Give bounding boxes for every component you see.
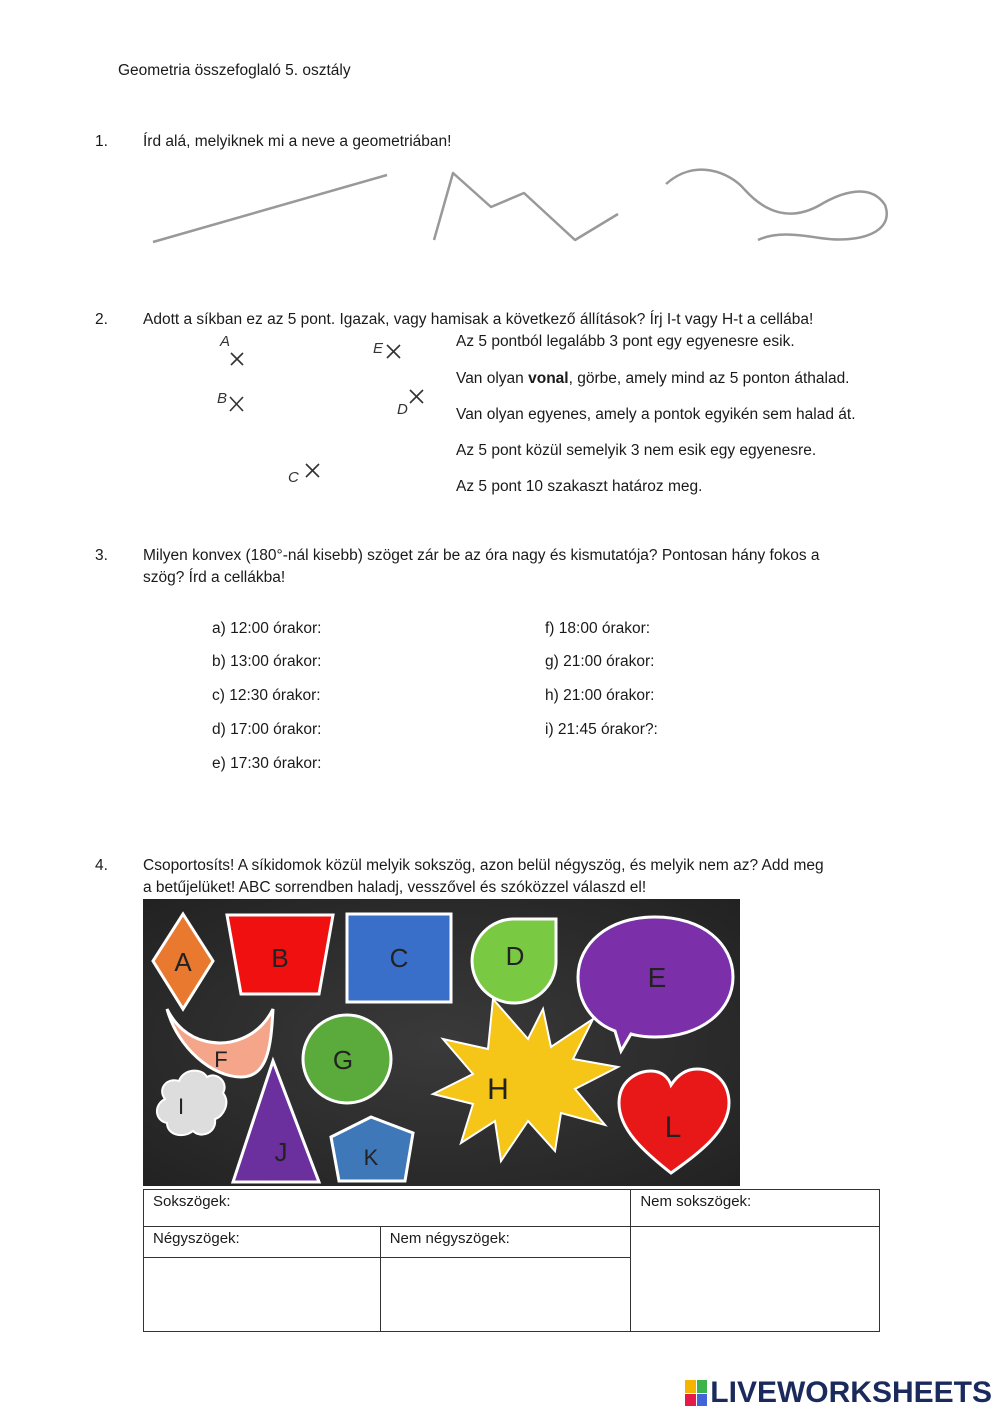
q3-item-e: e) 17:30 órakor:: [212, 755, 322, 772]
liveworksheets-logo-text: LIVEWORKSHEETS: [710, 1376, 992, 1409]
shape-b: [227, 915, 333, 994]
shape-l-label: L: [664, 1111, 682, 1144]
point-c-label: C: [288, 469, 299, 486]
shape-c-label: C: [389, 943, 409, 973]
point-c: [288, 464, 319, 486]
q1-number: 1.: [95, 133, 108, 150]
q2-statement-1: Az 5 pontból legalább 3 pont egy egyenesre esik.: [456, 333, 795, 350]
curved-line: [666, 170, 887, 240]
answer-table: [143, 1189, 880, 1332]
q2-statement-4: Az 5 pont közül semelyik 3 nem esik egy egyenesre.: [456, 442, 817, 459]
nem-negyszogek-label: Nem négyszögek:: [389, 1230, 510, 1247]
q3-item-d: d) 17:00 órakor:: [212, 721, 322, 738]
liveworksheets-logo: [685, 1376, 992, 1410]
shape-i-label: I: [177, 1094, 185, 1119]
q3-item-a: a) 12:00 órakor:: [212, 620, 322, 637]
shape-k-label: K: [363, 1145, 379, 1170]
q2-statement-2: Van olyan vonal, görbe, amely mind az 5 ponton áthalad.: [456, 370, 850, 387]
point-a-label: A: [220, 333, 231, 350]
shape-f-label: F: [214, 1047, 228, 1072]
shape-d-label: D: [505, 941, 525, 971]
q3-text: Milyen konvex (180°-nál kisebb) szöget zár be az óra nagy és kismutatója? Pontosan hány fokos a szög? Írd a cellákba!: [143, 547, 820, 586]
point-d: [397, 390, 423, 418]
shape-a-label: A: [174, 947, 192, 977]
negyszogek-answer-cell[interactable]: [144, 1258, 381, 1332]
q3-item-b: b) 13:00 órakor:: [212, 653, 322, 670]
point-b-label: B: [217, 390, 228, 407]
q3-number: 3.: [95, 547, 108, 564]
q3-item-f: f) 18:00 órakor:: [545, 620, 651, 637]
q3-item-c: c) 12:30 órakor:: [212, 687, 321, 704]
point-d-label: D: [397, 401, 408, 418]
shape-h-label: H: [487, 1073, 509, 1106]
q2-points-figure: [200, 330, 440, 500]
shape-c: [347, 914, 451, 1002]
q3-item-g: g) 21:00 órakor:: [545, 653, 655, 670]
shapes-board: [143, 899, 740, 1186]
shape-g: [303, 1015, 391, 1103]
nem-sokszogek-label: Nem sokszögek:: [640, 1193, 752, 1210]
point-b: [217, 390, 243, 411]
sokszogek-label: Sokszögek:: [153, 1193, 231, 1210]
nem-negyszogek-answer-cell[interactable]: [380, 1258, 631, 1332]
q2-statement-3: Van olyan egyenes, amely a pontok egyikén sem halad át.: [456, 406, 856, 423]
q4-number: 4.: [95, 857, 108, 874]
nem-sokszogek-header: [631, 1190, 880, 1227]
shape-b-label: B: [271, 943, 289, 973]
q1-lines-figure: [140, 160, 900, 260]
shape-j-label: J: [274, 1137, 288, 1167]
shape-d: [472, 919, 556, 1003]
shape-e-label: E: [647, 962, 667, 993]
page-title: Geometria összefoglaló 5. osztály: [118, 62, 351, 79]
q3-item-i: i) 21:45 órakor?:: [545, 721, 658, 738]
negyszogek-header: [144, 1227, 381, 1258]
q2-text: Adott a síkban ez az 5 pont. Igazak, vagy hamisak a következő állítások? Írj I-t vagy H-t a cellába!: [143, 311, 814, 328]
point-a: [219, 333, 243, 365]
q1-text: Írd alá, melyiknek mi a neve a geometriában!: [143, 133, 452, 150]
point-e-label: E: [373, 340, 384, 357]
point-e: [373, 340, 400, 358]
shape-g-label: G: [332, 1045, 354, 1075]
q2-statement-5: Az 5 pont 10 szakaszt határoz meg.: [456, 478, 703, 495]
q3-item-h: h) 21:00 órakor:: [545, 687, 655, 704]
broken-line: [434, 173, 618, 240]
negyszogek-label: Négyszögek:: [153, 1230, 240, 1247]
nem-sokszogek-answer-cell[interactable]: [631, 1227, 880, 1332]
sokszogek-cell[interactable]: [144, 1190, 631, 1227]
q2-number: 2.: [95, 311, 108, 328]
straight-line-segment: [153, 175, 387, 242]
nem-negyszogek-header: [380, 1227, 631, 1258]
q4-text: Csoportosíts! A síkidomok közül melyik sokszög, azon belül négyszög, és melyik nem az? Add meg a betűjelüket! ABC sorrendben haladj, vesszővel és szóközzel válaszd el!: [143, 857, 824, 896]
liveworksheets-logo-mark: [685, 1380, 707, 1406]
